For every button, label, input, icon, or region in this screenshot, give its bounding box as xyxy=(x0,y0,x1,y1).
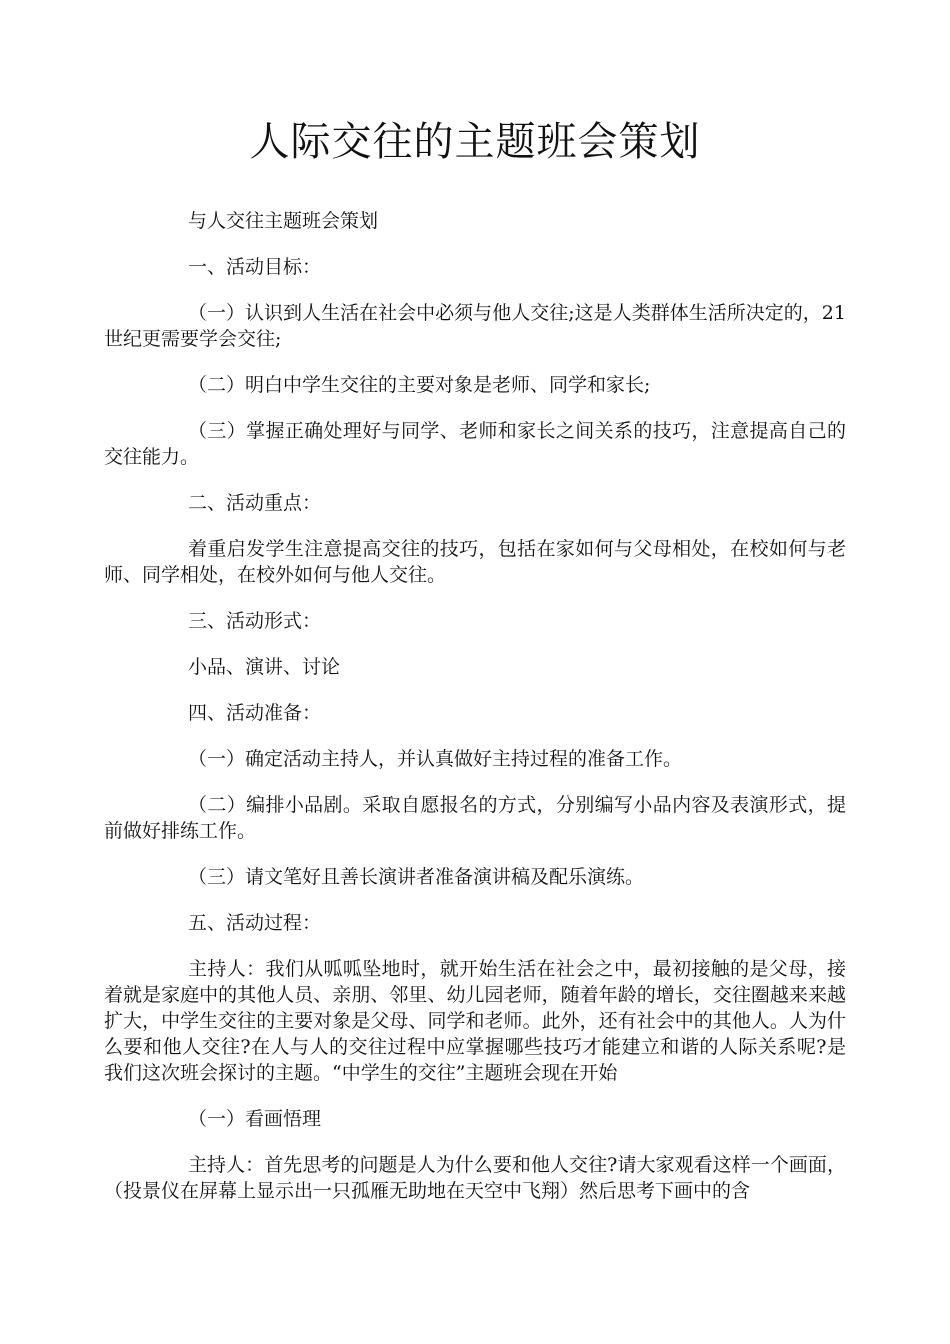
paragraph-prep-3: （三）请文笔好且善长演讲者准备演讲稿及配乐演练。 xyxy=(188,866,645,888)
document-body xyxy=(104,208,846,1224)
heading-activity-process: 五、活动过程： xyxy=(188,912,322,934)
heading-look-and-reflect: （一）看画悟理 xyxy=(188,1108,322,1130)
heading-activity-focus: 二、活动重点： xyxy=(188,492,322,514)
paragraph-goal-2: （二）明白中学生交往的主要对象是老师、同学和家长; xyxy=(188,374,651,396)
paragraph-goal-3: （三）掌握正确处理好与同学、老师和家长之间关系的技巧，注意提高自己的交往能力。 xyxy=(104,420,846,468)
paragraph-prep-1: （一）确定活动主持人，并认真做好主持过程的准备工作。 xyxy=(188,748,683,770)
paragraph-host-question: 主持人：首先思考的问题是人为什么要和他人交往?请大家观看这样一个画面，（投景仪在屏幕上显示出一只孤雁无助地在天空中飞翔）然后思考下画中的含 xyxy=(104,1154,846,1202)
paragraph-focus: 着重启发学生注意提高交往的技巧，包括在家如何与父母相处，在校如何与老师、同学相处，在校外如何与他人交往。 xyxy=(104,538,846,586)
document-title: 人际交往的主题班会策划 xyxy=(249,119,701,165)
paragraph-subtitle: 与人交往主题班会策划 xyxy=(188,210,379,232)
heading-activity-prep: 四、活动准备： xyxy=(188,702,322,724)
heading-activity-form: 三、活动形式： xyxy=(188,610,322,632)
paragraph-form: 小品、演讲、讨论 xyxy=(188,656,341,678)
heading-activity-goals: 一、活动目标： xyxy=(188,256,322,278)
paragraph-host-intro: 主持人：我们从呱呱坠地时，就开始生活在社会之中，最初接触的是父母，接着就是家庭中的其他人员、亲朋、邻里、幼儿园老师，随着年龄的增长，交往圈越来来越扩大，中学生交往的主要对象是父母、同学和老师。此外，还有社会中的其他人。人为什么要和他人交往?在人与人的交往过程中应掌握哪些技巧才能建立和谐的人际关系呢?是我们这次班会探讨的主题。“中学生的交往”主题班会现在开始 xyxy=(104,958,846,1084)
paragraph-prep-2: （二）编排小品剧。采取自愿报名的方式，分别编写小品内容及表演形式，提前做好排练工作。 xyxy=(104,794,846,842)
paragraph-goal-1: （一）认识到人生活在社会中必须与他人交往;这是人类群体生活所决定的，21世纪更需要学会交往; xyxy=(104,302,846,350)
